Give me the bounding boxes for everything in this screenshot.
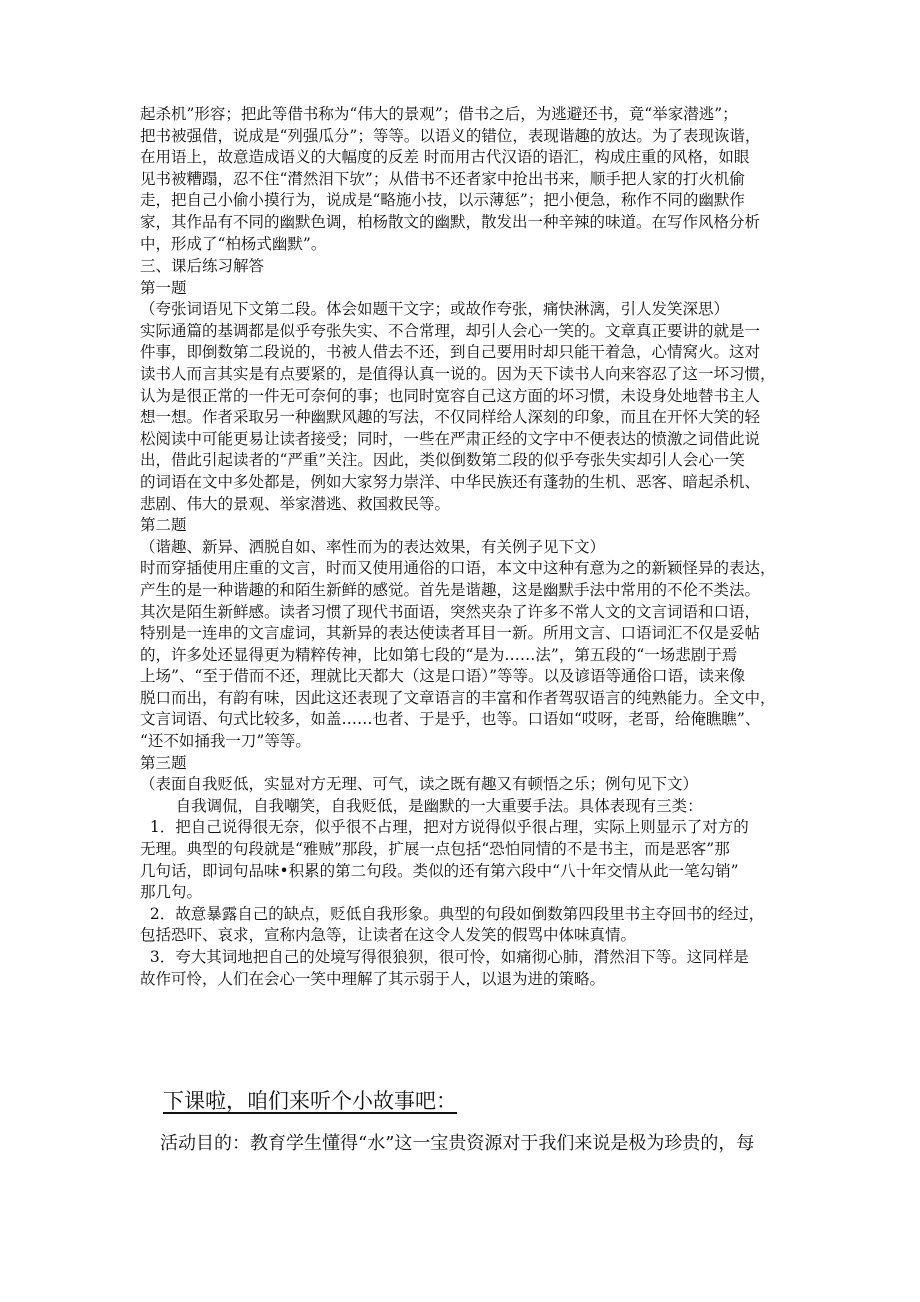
question-prompt-1: （夸张词语见下文第二段。体会如题干文字；或故作夸张，痛快淋漓，引人发笑深思） [140,300,730,319]
text-line: 认为是很正常的一件无可奈何的事；也同时宽容自己这方面的坏习惯，未设身处地替书主人 [140,386,761,405]
story-paragraph: 活动目的：教育学生懂得“水”这一宝贵资源对于我们来说是极为珍贵的，每 [160,1133,755,1154]
section-exercises [140,256,782,990]
text-line: 出，借此引起读者的“严重”关注。因此，类似倒数第二段的似乎夸张失实却引人会心一笑 [140,451,745,470]
text-line: 把书被强借，说成是“列强瓜分”；等等。以语义的错位，表现谐趣的放达。为了表现诙谐， [140,126,761,145]
list-item-3-line: 故作可怜，人们在会心一笑中理解了其示弱于人，以退为进的策略。 [140,969,606,988]
list-item-1-line: 1．把自己说得很无奈，似乎很不占理，把对方说得似乎很占理，实际上则显示了对方的 [140,818,749,837]
text-line: 想一想。作者采取另一种幽默风趣的写法，不仅同样给人深刻的印象，而且在开怀大笑的轻 [140,408,761,427]
list-item-1-line: 几句话，即词句品味•积累的第二句段。类似的还有第六段中“八十年交情从此一笔勾销” [140,861,739,880]
text-line: 走，把自己小偷小摸行为，说成是“略施小技，以示薄惩”；把小便急，称作不同的幽默作 [140,191,745,210]
text-line: 特别是一连串的文言虚词，其新异的表达使读者耳目一新。所用文言、口语词汇不仅是妥帖 [140,624,761,643]
text-line: 起杀机”形容；把此等借书称为“伟大的景观”；借书之后，为逃避还书，竟“举家潜逃”； [140,105,738,123]
text-line: 的，许多处还显得更为精粹传神，比如第七段的“是为……法”，第五段的“一场悲剧于焉 [140,645,738,664]
list-item-2-line: 2．故意暴露自己的缺点，贬低自我形象。典型的句段如倒数第四段里书主夺回书的经过， [140,904,765,923]
text-line: 时而穿插使用庄重的文言，时而又使用通俗的口语，本文中这种有意为之的新颖怪异的表达， [140,559,776,578]
question-3-intro: 自我调侃，自我嘲笑，自我贬低，是幽默的一大重要手法。具体表现有三类： [175,796,703,815]
list-item-1-line: 无理。典型的句段就是“雅贼”那段，扩展一点包括“恐怕同情的不是书主，而是恶客”那 [140,840,730,859]
question-label-1: 第一题 [140,278,187,297]
text-line: 松阅读中可能更易让读者接受；同时，一些在严肃正经的文字中不便表达的愤激之词借此说 [140,429,761,448]
section-heading: 三、课后练习解答 [140,257,265,275]
list-item-1-line: 那几句。 [140,883,203,902]
list-item-2-line: 包括恐吓、哀求，宣称内急等，让读者在这令人发笑的假骂中体味真情。 [140,926,637,945]
text-line: 悲剧、伟大的景观、举家潜逃、救国救民等。 [140,494,451,513]
text-line: 的词语在文中多处都是，例如大家努力崇洋、中华民族还有蓬勃的生机、恶客、暗起杀机、 [140,472,761,491]
text-line: 上场”、“至于借而不还，理就比天都大（这是口语）”等等。以及谚语等通俗口语，读来像 [140,667,746,686]
text-line: 文言词语、句式比较多，如盖……也者、于是乎，也等。口语如“哎呀，老哥，给俺瞧瞧”、 [140,710,761,729]
text-line: 件事，即倒数第二段说的，书被人借去不还，到自己要用时却只能干着急，心情窝火。这对 [140,343,761,362]
text-line: 家，其作品有不同的幽默色调，柏杨散文的幽默，散发出一种辛辣的味道。在写作风格分析 [140,212,761,231]
intro-paragraph [140,104,782,255]
text-line: 其次是陌生新鲜感。读者习惯了现代书面语，突然夹杂了许多不常人文的文言词语和口语， [140,602,761,621]
text-line: 读书人而言其实是有点要紧的，是值得认真一说的。因为天下读书人向来容忍了这一坏习惯， [140,364,776,383]
text-line: 在用语上，故意造成语义的大幅度的反差 时而用古代汉语的语汇，构成庄重的风格，如眼 [140,148,750,167]
list-item-3-line: 3．夸大其词地把自己的处境写得很狼狈，很可怜，如痛彻心肺，潸然泪下等。这同样是 [140,948,749,966]
text-line: “还不如捅我一刀”等等。 [140,732,311,751]
question-label-3: 第三题 [140,753,187,772]
text-line: 见书被糟蹋，忍不住“潸然泪下欤”；从借书不还者家中抢出书来，顺手把人家的打火机偷 [140,169,745,188]
text-line: 实际通篇的基调都是似乎夸张失实、不合常理，却引人会心一笑的。文章真正要讲的就是一 [140,321,761,340]
question-prompt-2: （谐趣、新异、洒脱自如、率性而为的表达效果，有关例子见下文） [140,537,606,556]
text-line: 产生的是一种谐趣的和陌生新鲜的感觉。首先是谐趣，这是幽默手法中常用的不伦不类法。 [140,580,761,599]
text-line: 脱口而出，有韵有味，因此这还表现了文章语言的丰富和作者驾驭语言的纯熟能力。全文中， [140,688,776,707]
text-line: 中，形成了“柏杨式幽默”。 [140,234,327,253]
question-prompt-3: （表面自我贬低，实显对方无理、可气，读之既有趣又有顿悟之乐；例句见下文） [140,775,699,794]
story-heading: 下课啦，咱们来听个小故事吧： [163,1089,457,1113]
question-label-2: 第二题 [140,516,187,535]
